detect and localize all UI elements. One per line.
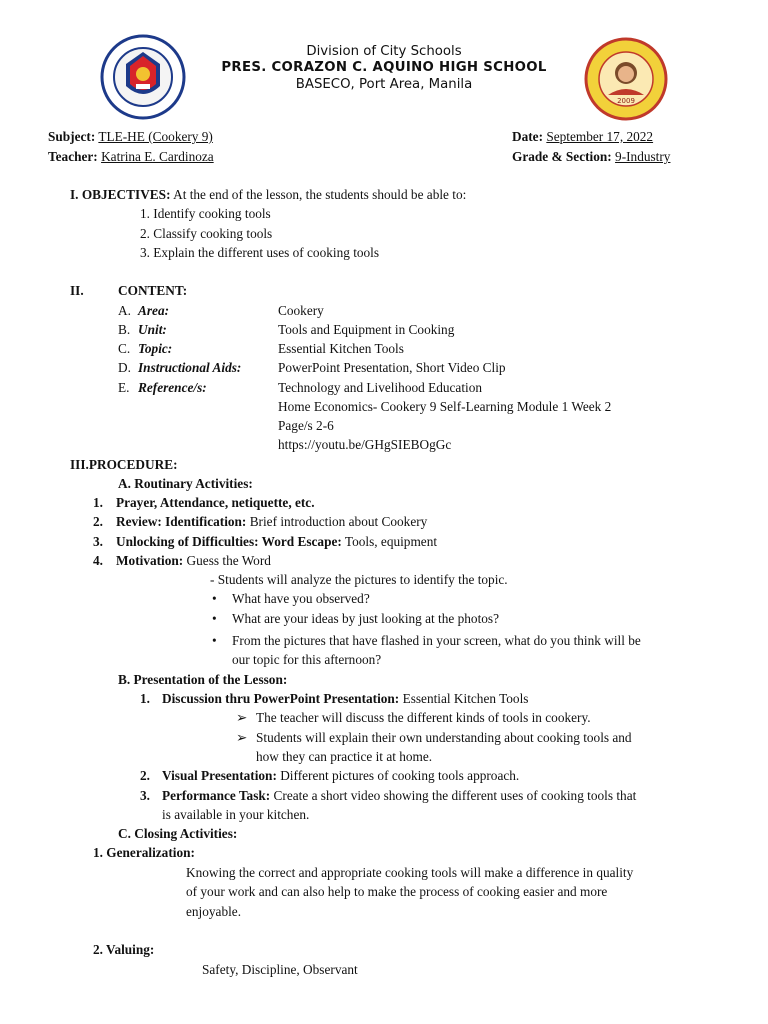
presentation-item-text: Essential Kitchen Tools: [402, 691, 529, 706]
date-label: Date:: [512, 129, 544, 144]
teacher-label: Teacher:: [48, 149, 98, 164]
presentation-item-text: Create a short video showing the different uses of cooking tools that: [273, 788, 637, 803]
teacher-value: Katrina E. Cardinoza: [101, 149, 214, 164]
subject-value: TLE-HE (Cookery 9): [98, 129, 213, 144]
grade-label: Grade & Section:: [512, 149, 612, 164]
school-seal-year: 2009: [617, 97, 635, 105]
arrow-text: how they can practice it at home.: [256, 749, 433, 764]
presentation-item-bold: Discussion thru PowerPoint Presentation:: [162, 691, 400, 706]
objectives-intro: At the end of the lesson, the students should be able to:: [173, 187, 467, 202]
presentation-item-bold: Visual Presentation:: [162, 768, 277, 783]
procedure-item: [116, 553, 271, 569]
procedure-num: 4.: [93, 553, 103, 568]
content-value: PowerPoint Presentation, Short Video Clip: [278, 360, 506, 375]
motivation-note: - Students will analyze the pictures to identify the topic.: [210, 572, 508, 587]
subject-label: Subject:: [48, 129, 96, 144]
content-label: Topic:: [138, 341, 173, 356]
school-name: PRES. CORAZON C. AQUINO HIGH SCHOOL: [221, 60, 547, 75]
content-label: Unit:: [138, 322, 167, 337]
reference-link[interactable]: https://youtu.be/GHgSIEBOgGc: [278, 437, 452, 452]
presentation-item: [162, 768, 519, 784]
objective-item: 3. Explain the different uses of cooking tools: [140, 245, 380, 260]
bullet-text: What are your ideas by just looking at the photos?: [232, 611, 499, 626]
content-value: Essential Kitchen Tools: [278, 341, 404, 356]
content-value: Technology and Livelihood Education: [278, 380, 483, 395]
procedure-heading: III.PROCEDURE:: [70, 457, 178, 472]
presentation-item-bold: Performance Task:: [162, 788, 271, 803]
performance-task-cont: is available in your kitchen.: [162, 807, 310, 822]
procedure-item: [116, 534, 437, 550]
subject-row: [48, 129, 213, 145]
generalization-line: Knowing the correct and appropriate cooking tools will make a difference in quality: [186, 865, 634, 880]
bullet-text: From the pictures that have flashed in your screen, what do you think will be: [232, 633, 641, 648]
grade-row: [512, 149, 670, 165]
procedure-item-text: Tools, equipment: [344, 534, 438, 549]
objectives-heading-row: [70, 187, 466, 203]
presentation-heading: B. Presentation of the Lesson:: [118, 672, 288, 687]
bullet-text: What have you observed?: [232, 591, 370, 606]
procedure-item: [116, 514, 427, 530]
bullet-icon: •: [212, 633, 217, 648]
objective-item: 2. Classify cooking tools: [140, 226, 273, 241]
procedure-item-bold: Unlocking of Difficulties: Word Escape:: [116, 534, 342, 549]
arrow-text: The teacher will discuss the different kinds of tools in cookery.: [256, 710, 591, 725]
generalization-line: enjoyable.: [186, 904, 242, 919]
teacher-row: [48, 149, 214, 165]
procedure-num: 2.: [93, 514, 103, 529]
presentation-item-text: Different pictures of cooking tools approach.: [280, 768, 520, 783]
date-value: September 17, 2022: [546, 129, 654, 144]
bullet-text: our topic for this afternoon?: [232, 652, 382, 667]
content-numeral: II.: [70, 283, 84, 298]
presentation-num: 2.: [140, 768, 150, 783]
objective-item: 1. Identify cooking tools: [140, 206, 271, 221]
procedure-num: 1.: [93, 495, 103, 510]
content-value: Tools and Equipment in Cooking: [278, 322, 455, 337]
reference-line: Page/s 2-6: [278, 418, 334, 433]
presentation-item: [162, 691, 528, 707]
deped-seal-text: [100, 106, 186, 107]
routinary-heading: A. Routinary Activities:: [118, 476, 253, 491]
arrow-icon: ➢: [236, 730, 248, 745]
content-letter: D.: [118, 360, 131, 375]
generalization-label: 1. Generalization:: [93, 845, 195, 860]
date-row: [512, 129, 653, 145]
content-heading: CONTENT:: [118, 283, 188, 298]
procedure-item-bold: Prayer, Attendance, netiquette, etc.: [116, 495, 315, 510]
content-letter: A.: [118, 303, 131, 318]
procedure-item-text: Guess the Word: [186, 553, 271, 568]
content-value: Cookery: [278, 303, 324, 318]
closing-heading: C. Closing Activities:: [118, 826, 238, 841]
procedure-item-text: Brief introduction about Cookery: [249, 514, 428, 529]
division-title: Division of City Schools: [306, 44, 462, 59]
content-letter: C.: [118, 341, 131, 356]
content-label: Instructional Aids:: [138, 360, 242, 375]
valuing-label: 2. Valuing:: [93, 942, 155, 957]
school-address: BASECO, Port Area, Manila: [295, 77, 473, 92]
reference-line: Home Economics- Cookery 9 Self-Learning Module 1 Week 2: [278, 399, 612, 414]
procedure-item-bold: Review: Identification:: [116, 514, 247, 529]
arrow-text: Students will explain their own understanding about cooking tools and: [256, 730, 632, 745]
procedure-item-bold: Motivation:: [116, 553, 184, 568]
presentation-num: 1.: [140, 691, 150, 706]
procedure-item: [116, 495, 315, 511]
content-letter: B.: [118, 322, 131, 337]
content-label: Reference/s:: [138, 380, 207, 395]
grade-value: 9-Industry: [615, 149, 671, 164]
bullet-icon: •: [212, 591, 217, 606]
presentation-item: [162, 788, 636, 804]
procedure-num: 3.: [93, 534, 103, 549]
arrow-icon: ➢: [236, 710, 248, 725]
generalization-line: of your work and can also help to make the process of cooking easier and more: [186, 884, 608, 899]
objectives-heading: I. OBJECTIVES:: [70, 187, 171, 202]
presentation-num: 3.: [140, 788, 150, 803]
school-seal-text: [584, 110, 668, 111]
valuing-text: Safety, Discipline, Observant: [202, 962, 358, 977]
bullet-icon: •: [212, 611, 217, 626]
content-label: Area:: [138, 303, 170, 318]
content-letter: E.: [118, 380, 130, 395]
